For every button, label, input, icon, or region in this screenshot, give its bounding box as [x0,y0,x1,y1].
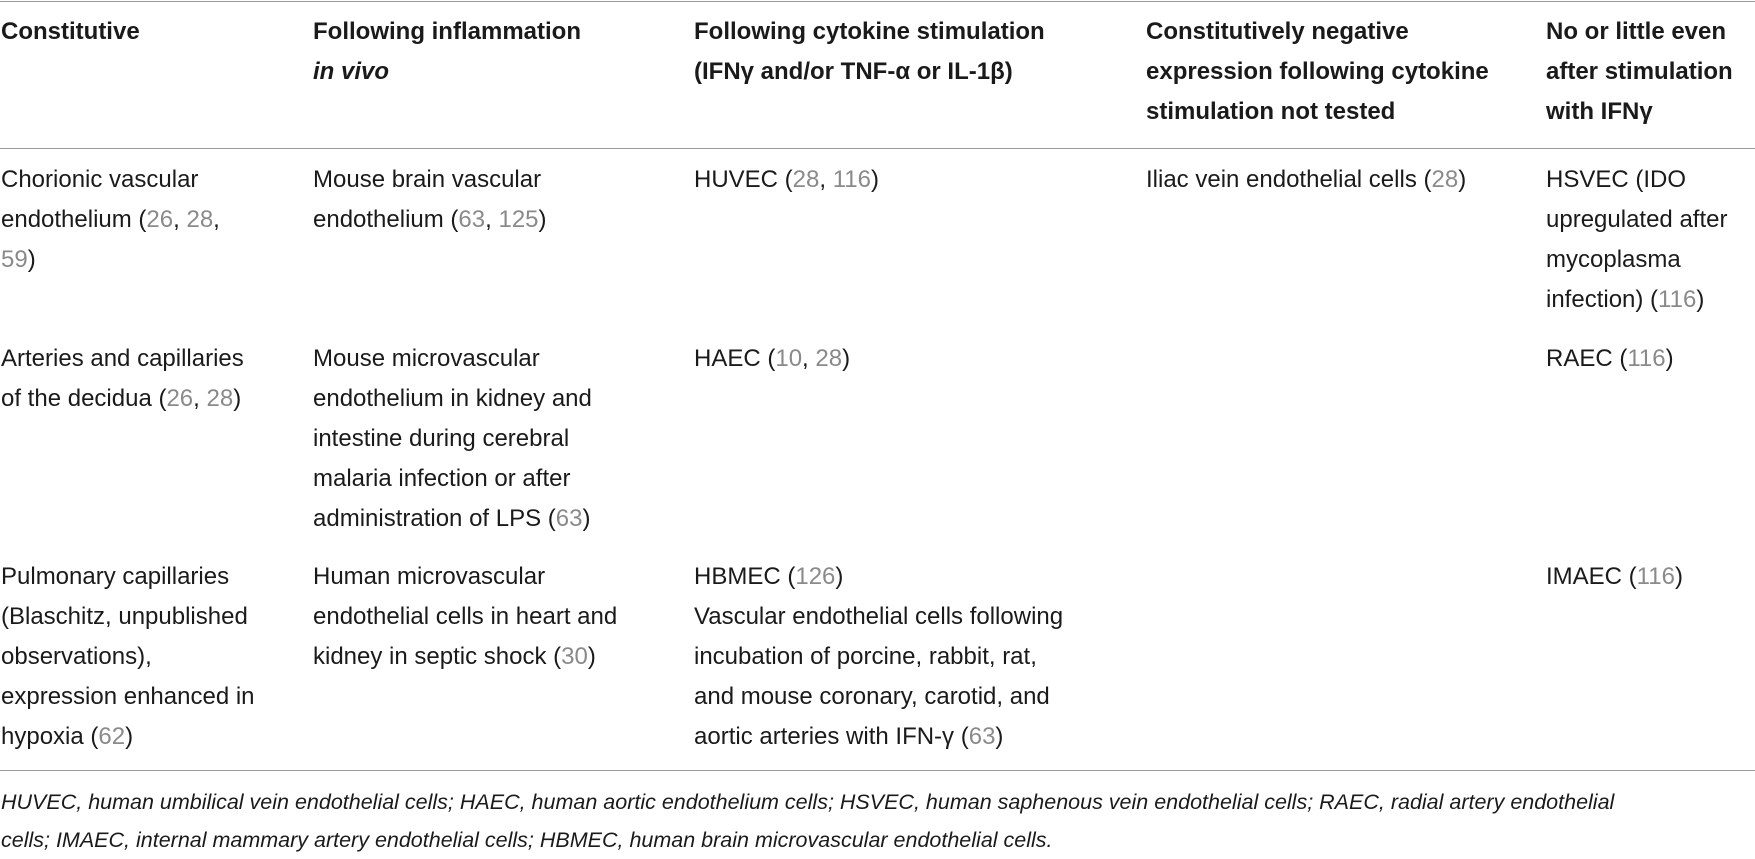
bottom-rule [0,770,1755,771]
separator: , [173,206,187,233]
reference-link[interactable]: 63 [968,723,996,750]
cell-text: HUVEC ( [694,166,793,193]
cell-text-line [1146,160,1546,200]
cell-text: HAEC ( [694,345,776,372]
table-cell-r2-c2 [313,339,693,539]
table-cell-r3-c2 [313,557,693,677]
cell-text: Arteries and capillaries [1,345,244,372]
cell-text-line [1,379,301,419]
reference-link[interactable]: 28 [815,345,843,372]
cell-text-line [1546,339,1755,379]
cell-text: endothelial cells in heart and [313,603,618,630]
table-cell-r1-c1 [1,160,301,280]
cell-text: HSVEC (IDO [1546,166,1687,193]
reference-link[interactable]: 28 [792,166,820,193]
cell-text-line [694,160,1134,200]
separator: ) [870,166,879,193]
cell-text: intestine during cerebral [313,425,570,452]
cell-text: Iliac vein endothelial cells ( [1146,166,1432,193]
cell-text: HBMEC ( [694,563,796,590]
header-col5-line2: after stimulation [1546,58,1733,85]
reference-link[interactable]: 28 [1431,166,1459,193]
header-following-inflammation [313,12,693,92]
separator: ) [233,385,242,412]
separator: , [819,166,833,193]
cell-text: malaria infection or after [313,465,571,492]
table-footnote [1,783,1755,859]
table-cell-r1-c4 [1146,160,1546,200]
cell-text-line [694,339,1134,379]
cell-text: Vascular endothelial cells following [694,603,1064,630]
cell-text: endothelium ( [1,206,147,233]
header-no-or-little [1546,12,1755,132]
cell-text: and mouse coronary, carotid, and [694,683,1050,710]
cell-text-line [313,499,693,539]
cell-text: RAEC ( [1546,345,1628,372]
reference-link[interactable]: 28 [206,385,234,412]
header-rule [0,148,1755,149]
header-col4-line1: Constitutively negative [1146,18,1409,45]
cell-text: infection) ( [1546,286,1659,313]
cell-text: aortic arteries with IFN-γ ( [694,723,969,750]
cell-text: Chorionic vascular [1,166,199,193]
separator: ) [1674,563,1683,590]
reference-link[interactable]: 28 [186,206,214,233]
cell-text: mycoplasma [1546,246,1681,273]
table-cell-r2-c3 [694,339,1134,379]
top-rule [0,1,1755,2]
cell-text: endothelium ( [313,206,459,233]
reference-link[interactable]: 10 [775,345,803,372]
table-cell-r1-c3 [694,160,1134,200]
cell-text: administration of LPS ( [313,505,556,532]
separator: ) [1696,286,1705,313]
cell-text: of the decidua ( [1,385,167,412]
reference-link[interactable]: 116 [1658,286,1697,313]
reference-link[interactable]: 63 [458,206,486,233]
header-constitutive [1,12,301,52]
header-col5-line3: with IFNγ [1546,98,1653,125]
separator: ) [587,643,596,670]
footnote-line: HUVEC, human umbilical vein endothelial cells; HAEC, human aortic endothelium cells; HSVEC, human saphenous vein endothelial cells; RAEC, radial artery endothelial [1,790,1615,814]
cell-text-line [1,717,301,757]
reference-link[interactable]: 63 [555,505,583,532]
header-col3-line2: (IFNγ and/or TNF-α or IL-1β) [694,58,1013,85]
separator: ) [995,723,1004,750]
reference-link[interactable]: 125 [498,206,539,233]
cell-text: Mouse brain vascular [313,166,542,193]
table-cell-r2-c5 [1546,339,1755,379]
header-col2-line1: Following inflammation [313,18,581,45]
cell-text: endothelium in kidney and [313,385,592,412]
cell-text-line [313,637,693,677]
cell-text-line [1,240,301,280]
header-col4-line3: stimulation not tested [1146,98,1396,125]
reference-link[interactable]: 62 [98,723,126,750]
header-col3-line1: Following cytokine stimulation [694,18,1045,45]
table-cell-r3-c3 [694,557,1134,757]
table-cell-r3-c1 [1,557,301,757]
separator: , [485,206,499,233]
separator: , [802,345,816,372]
separator: ) [835,563,844,590]
cell-text: expression enhanced in [1,683,255,710]
separator: ) [1458,166,1467,193]
separator: , [213,206,220,233]
table-cell-r3-c5 [1546,557,1755,597]
table-cell-r2-c1 [1,339,301,419]
cell-text-line [1,200,301,240]
reference-link[interactable]: 26 [166,385,194,412]
cell-text: upregulated after [1546,206,1728,233]
reference-link[interactable]: 59 [1,246,28,273]
table-cell-r1-c5 [1546,160,1755,320]
cell-text: incubation of porcine, rabbit, rat, [694,643,1037,670]
reference-link[interactable]: 116 [832,166,871,193]
cell-text: hypoxia ( [1,723,99,750]
separator: , [193,385,207,412]
footnote-line: cells; IMAEC, internal mammary artery endothelial cells; HBMEC, human brain microvascular endothelial cells. [1,828,1053,852]
header-col1-text: Constitutive [1,18,140,45]
reference-link[interactable]: 116 [1627,345,1666,372]
separator: ) [27,246,36,273]
cell-text: IMAEC ( [1546,563,1637,590]
reference-link[interactable]: 116 [1636,563,1675,590]
reference-link[interactable]: 26 [146,206,174,233]
header-col2-line2: in vivo [313,58,390,85]
cell-text-line [1546,280,1755,320]
header-col5-line1: No or little even [1546,18,1727,45]
cell-text: Pulmonary capillaries [1,563,230,590]
cell-text-line [694,717,1134,757]
separator: ) [842,345,851,372]
cell-text-line [1546,557,1755,597]
header-col4-line2: expression following cytokine [1146,58,1489,85]
cell-text: kidney in septic shock ( [313,643,562,670]
cell-text: Human microvascular [313,563,546,590]
separator: ) [125,723,134,750]
table-cell-r1-c2 [313,160,693,240]
cell-text-line [313,200,693,240]
separator: ) [582,505,591,532]
separator: ) [1665,345,1674,372]
header-cytokine-stimulation [694,12,1134,92]
cell-text: Mouse microvascular [313,345,540,372]
cell-text: observations), [1,643,152,670]
reference-link[interactable]: 126 [795,563,836,590]
header-constitutively-negative [1146,12,1546,132]
cell-text: (Blaschitz, unpublished [1,603,248,630]
cell-text-line [694,557,1134,597]
separator: ) [538,206,547,233]
reference-link[interactable]: 30 [561,643,588,670]
